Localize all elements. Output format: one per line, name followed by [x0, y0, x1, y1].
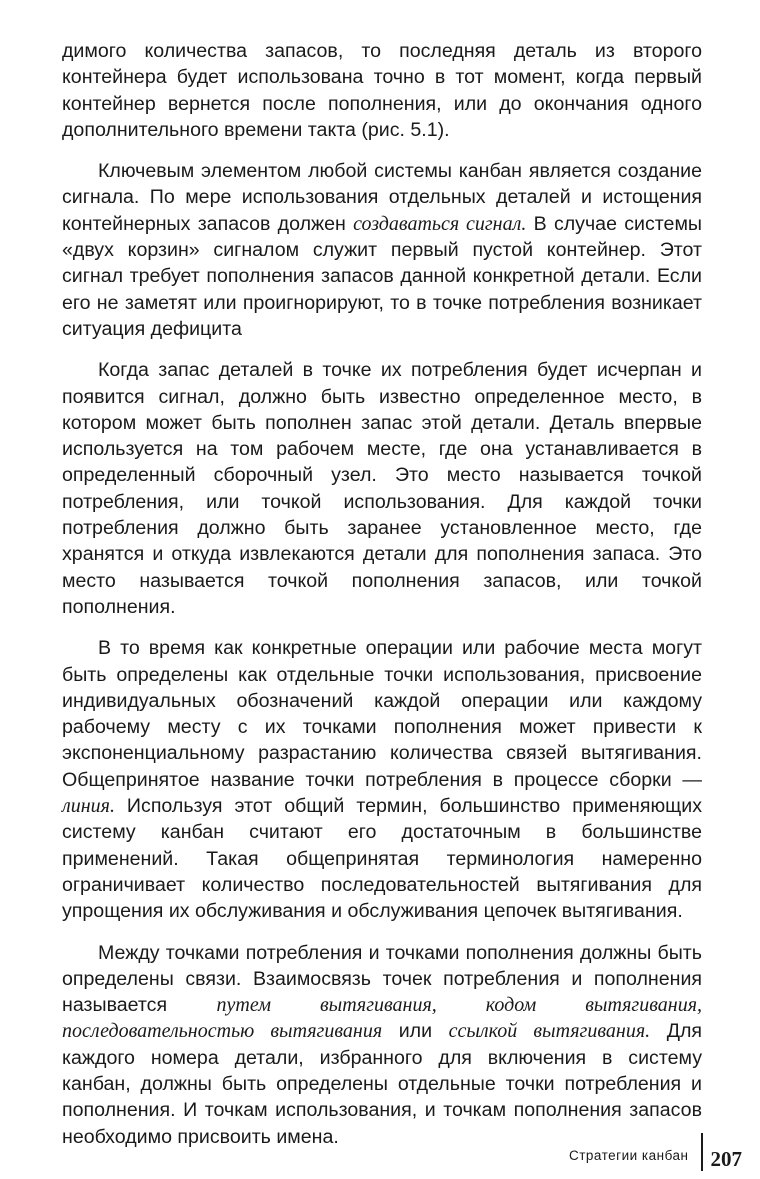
page-number: 207 [710, 1146, 742, 1171]
page-footer [569, 1132, 742, 1172]
paragraph-5 [62, 940, 702, 1150]
paragraph-1-text: димого количества запасов, то последняя деталь из второго контейнера будет использована точно в тот момент, когда первый контейнер вернется после пополнения, или до окончания одного дополнительного времени такта (рис. 5.1). [62, 40, 702, 141]
paragraph-5-italic-b: путем вытягивания, кодом вытягивания, последовательностью вытягивания [62, 994, 702, 1043]
paragraph-3-text: Когда запас деталей в точке их потребления будет исчерпан и появится сигнал, должно быть известно определенное место, в котором может быть пополнен запас этой детали. Деталь впервые используется на том рабочем месте, где она устанавливается в определенный сборочный узел. Это место называется точкой потребления, или точкой использования. Для каждой точки потребления должно быть заранее установленное место, где хранятся и откуда извлекаются детали для пополнения запаса. Это место называется точкой пополнения запасов, или точкой пополнения. [62, 359, 702, 618]
paragraph-5-text-c: или [382, 1020, 449, 1043]
paragraph-2-italic: создаваться сигнал. [353, 212, 527, 235]
paragraph-5-italic-d: ссылкой вытягивания. [448, 1020, 651, 1043]
paragraph-3 [62, 357, 702, 620]
paragraph-4 [62, 635, 702, 924]
paragraph-4-text-a: В то время как конкретные операции или рабочие места могут быть определены как отдельные точки использования, присвоение индивидуальных обозначений каждой операции или каждому рабочему месту с их точками пополнения может привести к экспоненциальному разрастанию количества связей вытягивания. Общепринятое название точки потребления в процессе сборки — [62, 637, 702, 791]
paragraph-2-text-a: Ключевым элементом любой системы канбан является создание сигнала. По мере использования отдельных деталей и истощения контейнерных запасов должен [62, 160, 702, 235]
paragraph-5-text-a: Между точками потребления и точками пополнения должны быть определены связи. Взаимосвязь точек потребления и пополнения называется [62, 941, 702, 1017]
running-head: Стратегии канбан [568, 1147, 689, 1163]
page-body [62, 38, 702, 1165]
paragraph-4-text-c: Используя этот общий термин, большинство применяющих систему канбан считают его достаточным в большинстве применений. Такая общепринятая терминология намеренно ограничивает количество последовательностей вытягивания для упрощения их обслуживания и обслуживания цепочек вытягивания. [62, 795, 702, 923]
paragraph-1 [62, 38, 702, 143]
paragraph-5-text-e: Для каждого номера детали, избранного для включения в систему канбан, должны быть определены отдельные точки потребления и пополнения. И точкам использования, и точкам пополнения запасов необходимо присвоить имена. [62, 1020, 703, 1148]
footer-divider [701, 1133, 703, 1171]
paragraph-2 [62, 158, 702, 342]
paragraph-2-text-c: В случае системы «двух корзин» сигналом служит первый пустой контейнер. Этот сигнал требует пополнения запасов данной конкретной детали. Если его не заметят или проигнорируют, то в точке потребления возникает ситуация дефицита [62, 212, 702, 340]
paragraph-4-italic: линия. [62, 795, 115, 818]
